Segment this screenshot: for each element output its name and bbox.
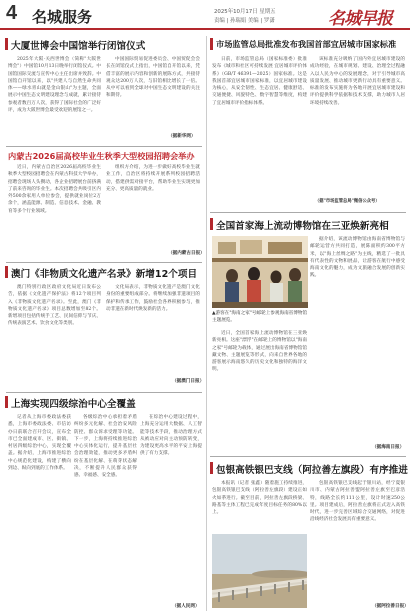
headline-livable-city: 市场监管总局批准发布我国首部宜居城市国家标准 bbox=[216, 39, 397, 49]
headline-bar bbox=[5, 38, 8, 50]
headline-bar bbox=[5, 396, 8, 408]
divider bbox=[6, 262, 202, 263]
photo-caption: ▲游客在"海南之家"号邮轮上参观海南省博物馆主题展览。 bbox=[212, 311, 308, 323]
byline-expo: （据新华网） bbox=[168, 134, 196, 139]
article-livable-col1: 日前，市场监管总局（国家标准委）批准发布《城市和社区可持续发展 宜居城市评价体系》（GB/T 46391—2025）国家标准。这是我国首部宜居城市国家标准，以宜居城市建设为核心，从安全韧性、生态宜居、健康舒适、交通便捷、风貌特色、数字智慧等维度，构建了宜居城市评价指标体系。 bbox=[212, 57, 307, 106]
byline-sea-museum: （据海南日报） bbox=[372, 445, 405, 450]
article-macau-col2: 文化局表示，非物质文化遗产是澳门文化身份的重要组成部分。将继续加强非遗项目的保护和传承工作，鼓励社会各界积极参与，推动非遗在新时代焕发新的活力。 bbox=[106, 285, 200, 312]
issue-date: 2025年10月17日 星期五 bbox=[214, 9, 276, 15]
byline-railway: （据阿拉善日报） bbox=[372, 604, 409, 609]
article-livable-col2: 该标准充分吸纳了国内外宜居城市建设的成功经验，在城市规划、建设、治理全过程融入以人民为中心的发展理念，对于引导城市高质量发展、推动城市更新行动具有重要意义。标准的发布实施将为各地开展宜居城市建设和评价提供科学依据和技术支撑，助力城市人居环境持续改善。 bbox=[310, 57, 405, 106]
column-divider bbox=[206, 36, 207, 611]
headline-macau-heritage: 澳门《非物质文化遗产名录》新增12个项目 bbox=[11, 269, 198, 280]
byline-macau: （据澳门日报） bbox=[172, 379, 205, 384]
byline-shanghai: （据人民网） bbox=[172, 604, 200, 609]
headline-job-fair: 内蒙古2026届高校毕业生秋季大型校园招聘会举办 bbox=[8, 151, 195, 161]
article-job-fair-col1: 近日，内蒙古自治区2026届高校毕业生秋季大型校园招聘会在内蒙古科技大学举办，招聘会现场人头攒动，各企业招聘展台前挤满了前来咨询的毕业生。本次招聘会共吸引区内外500余家用人单位参会，提供就业岗位2万余个，涵盖能源、制造、信息技术、金融、教育等多个行业领域。 bbox=[8, 165, 101, 214]
newspaper-logo: 名城早报 bbox=[328, 9, 392, 29]
photo-museum-ship bbox=[212, 236, 308, 308]
article-job-fair-col2: 组织方介绍，为进一步做好高校毕业生就业工作，自治区将持续开展系列校园招聘活动，搭建供需对接平台，帮助毕业生实现更加充分、更高质量的就业。 bbox=[106, 165, 200, 192]
article-railway-col1: 本报讯（记者 张鑫）随着施工持续推进，包银高铁银巴支线（阿拉善左旗段）建设正如火如荼进行。截至目前，阿拉善左旗段桥梁、路基等主体工程已完成年度目标任务的80%以上。 bbox=[212, 481, 307, 516]
section-title: 名城服务 bbox=[32, 8, 93, 26]
article-shanghai-col1: 记者从上海市委政法委获悉，上海市委政法委、市信访办日前联合召开会议，宣布全市已全面建成市、区、街镇、村居四级综治中心，实现全覆盖。据介绍，上海市推进综治中心规范化建设，构建了横向到边、纵向到底的工作体系。 bbox=[8, 415, 71, 472]
divider bbox=[210, 456, 406, 457]
headline-bar bbox=[5, 266, 8, 278]
article-sea-museum-col1: 近日，全国首家海上流动博物馆在三亚焕新亮相。这座"漂浮"在邮轮上的博物馆以"海南之家"号邮轮为载体，通过展出海南省博物馆馆藏文物、主题展览等形式，向来自世界各地的游客展示海南悠久的历史文化和独特的海洋文明。 bbox=[212, 331, 307, 373]
headline-railway: 包银高铁银巴支线（阿拉善左旗段）有序推进 bbox=[216, 465, 408, 476]
article-shanghai-col3: 在综治中心建设过程中，上海充分运用大数据、人工智能等技术手段，推动治理方式从被动应对向主动预防转变，为建设更高水平的平安上海提供了有力支撑。 bbox=[140, 415, 202, 457]
divider bbox=[6, 392, 202, 393]
byline-job-fair: （据内蒙古日报） bbox=[168, 251, 205, 256]
headline-expo: 大厦世博会中国馆举行闭馆仪式 bbox=[11, 41, 146, 52]
editors: 责编 | 孙瑞娟 美编 | 罗潇 bbox=[214, 18, 275, 24]
headline-bar bbox=[210, 462, 213, 474]
byline-livable: （据"市场监管总局"微信公众号） bbox=[315, 199, 380, 204]
photo-railway-construction bbox=[212, 534, 307, 608]
headline-sea-museum: 全国首家海上流动博物馆在三亚焕新亮相 bbox=[216, 221, 389, 232]
article-sea-museum-col2: 据介绍，该流动博物馆由海南省博物馆与邮轮运营方共同打造，展陈面积约300平方米，以"海上丝绸之路"为主线，精选了一批具有代表性的文物和展品，让游客在航行中感受海南文化的魅力，成为文旅融合发展的创新实践。 bbox=[310, 237, 405, 279]
article-expo-col2: 中国国际贸易促进委员会、中国贸促会会长在闭馆仪式上指出，中国馆自开馆以来，凭借丰富的展示内容和创新的展陈方式，共接待观众达200万人次，与旧馆相比增长了一倍。从中可以看到全球对中国生态文明建设的关注和期待。 bbox=[106, 57, 200, 99]
article-macau-col1: 澳门特别行政区政府文化局近日发布公告，依据《文化遗产保护法》将12个项目列入《非物质文化遗产名录》。至此，澳门《非物质文化遗产名录》项目总数增加至82个。新增项目包括传统手工艺、民间信仰与节庆、传统表演艺术、饮食文化等类别。 bbox=[8, 285, 101, 327]
article-railway-col2: 包银高铁银巴支线起于银川站，经宁夏银川市、内蒙古阿拉善盟阿拉善左旗至巴彦浩特，线路全长约111公里，设计时速250公里。项目建成后，阿拉善左旗将正式迈入高铁时代，进一步完善区域综合交通网络，对促进沿线经济社会发展具有重要意义。 bbox=[310, 481, 405, 523]
divider bbox=[6, 146, 202, 147]
headline-bar bbox=[210, 218, 213, 230]
headline-bar bbox=[210, 38, 213, 50]
page-number: 4 bbox=[6, 2, 18, 24]
divider bbox=[210, 212, 406, 213]
headline-shanghai: 上海实现四级综治中心全覆盖 bbox=[11, 399, 136, 410]
article-shanghai-col2: 各级综治中心承担着矛盾纠纷多元化解、社会治安风险防控、群众诉求受理等功能。下一步，上海将持续推进综治中心实体化运行，提升基层社会治理效能，推动更多矛盾纠纷在基层化解、在萌芽状态解决，不断提升人民群众获得感、幸福感、安全感。 bbox=[74, 415, 137, 479]
article-expo-col1: 2025年大阪·关西世博会（简称"大阪世博会"）中国馆10月13日晚举行闭馆仪式。中国馆国际交流与宣传中心主任出席并致辞。中国馆自开馆以来，以"共建人与自然生命共同体——绿水青山就是金山银山"为主题，全面展示中国生态文明建设理念与成就，累计接待参观者数百万人次，获得了国际社会的广泛好评，成为大阪世博会最受欢迎的展馆之一。 bbox=[8, 57, 101, 114]
